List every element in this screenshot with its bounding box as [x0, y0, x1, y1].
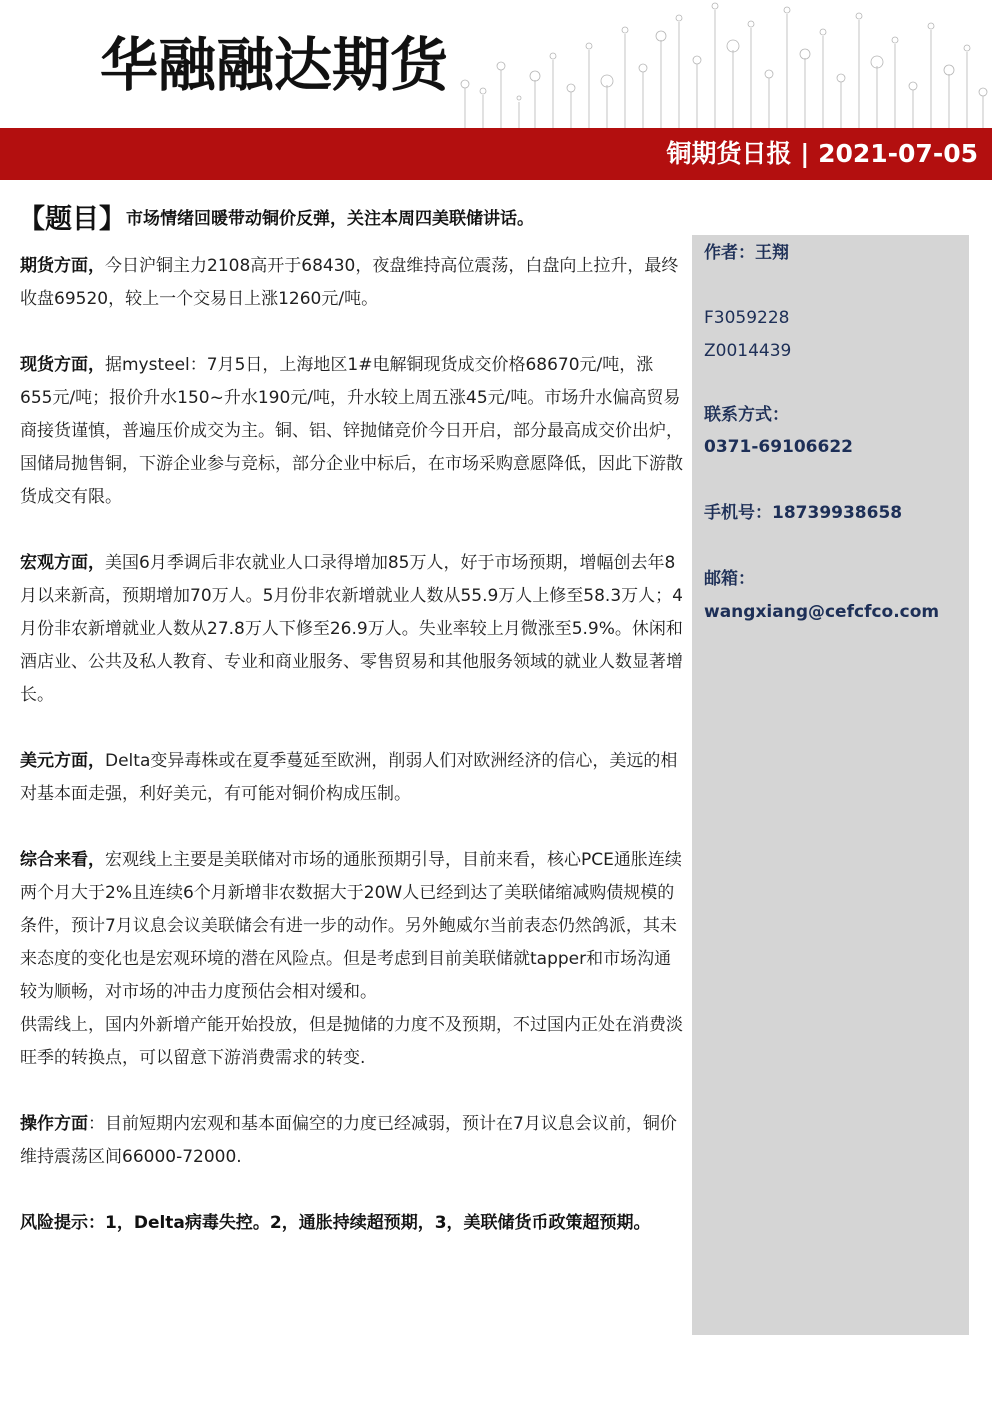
- risk-warning: 风险提示：1，Delta病毒失控。2，通胀持续超预期，3，美联储货币政策超预期。: [20, 1213, 651, 1233]
- author-sidebar: [692, 235, 969, 1335]
- section-usd: [20, 745, 684, 811]
- headline: [18, 197, 534, 236]
- section-label: 宏观方面，: [20, 553, 105, 573]
- section-text: 美国6月季调后非农就业人口录得增加85万人，好于市场预期，增幅创去年8月以来新高，预期增加70万人。5月份非农新增就业人数从55.9万人上修至58.3万人；4月份非农新增就业人数从27.8万人下修至26.9万人。失业率较上月微涨至5.9%。休闲和酒店业、公共及私人教育、专业和商业服务、零售贸易和其他服务领域的就业人数显著增长。: [20, 553, 683, 705]
- section-futures: [20, 250, 684, 316]
- section-spot: [20, 349, 684, 514]
- contact-phone: 0371-69106622: [704, 437, 853, 457]
- report-header-bar: [0, 128, 992, 180]
- certificate-number-1: F3059228: [704, 308, 790, 328]
- section-macro: [20, 547, 684, 712]
- company-logo-text: 华融融达期货: [100, 31, 449, 99]
- report-title: 铜期货日报 | 2021-07-05: [666, 139, 978, 168]
- section-text: 据mysteel：7月5日，上海地区1#电解铜现货成交价格68670元/吨，涨655元/吨；报价升水150~升水190元/吨，升水较上周五涨45元/吨。市场升水偏高贸易商接货谨慎，普遍压价成交为主。铜、铝、锌抛储竞价今日开启，部分最高成交价出炉，国储局抛售铜，下游企业参与竞标，部分企业中标后，在市场采购意愿降低，因此下游散货成交有限。: [20, 355, 683, 507]
- section-summary: [20, 844, 684, 1009]
- author-name: 作者：王翔: [704, 243, 789, 263]
- section-label: 美元方面，: [20, 751, 105, 771]
- section-label: 综合来看，: [20, 850, 105, 870]
- section-label: 期货方面，: [20, 256, 105, 276]
- section-label: 操作方面: [20, 1114, 88, 1134]
- email-address[interactable]: wangxiang@cefcfco.com: [704, 602, 940, 622]
- certificate-number-2: Z0014439: [704, 341, 792, 361]
- section-text: ：目前短期内宏观和基本面偏空的力度已经减弱，预计在7月议息会议前，铜价维持震荡区间66000-72000.: [20, 1114, 677, 1167]
- report-body: [20, 250, 684, 1240]
- section-text: 宏观线上主要是美联储对市场的通胀预期引导，目前来看，核心PCE通胀连续两个月大于2%且连续6个月新增非农数据大于20W人已经到达了美联储缩减购债规模的条件，预计7月议息会议美联储会有进一步的动作。另外鲍威尔当前表态仍然鸽派，其未来态度的变化也是宏观环境的潜在风险点。但是考虑到目前美联储就tapper和市场沟通较为顺畅，对市场的冲击力度预估会相对缓和。: [20, 850, 682, 1002]
- section-text: Delta变异毒株或在夏季蔓延至欧洲，削弱人们对欧洲经济的信心，美远的相对基本面走强，利好美元，有可能对铜价构成压制。: [20, 751, 678, 804]
- section-label: 现货方面，: [20, 355, 105, 375]
- headline-label: 【题目】: [18, 204, 126, 235]
- section-operation: [20, 1108, 684, 1174]
- contact-label: 联系方式：: [704, 405, 789, 425]
- section-text: 今日沪铜主力2108高开于68430，夜盘维持高位震荡，白盘向上拉升，最终收盘69520，较上一个交易日上涨1260元/吨。: [20, 256, 679, 309]
- decorative-pattern: [455, 0, 992, 128]
- email-label: 邮箱：: [704, 569, 755, 589]
- section-supply-demand: [20, 1009, 684, 1075]
- section-text: 供需线上，国内外新增产能开始投放，但是抛储的力度不及预期，不过国内正处在消费淡旺季的转换点，可以留意下游消费需求的转变.: [20, 1015, 683, 1068]
- mobile-number: 手机号：18739938658: [704, 503, 903, 523]
- headline-title: 市场情绪回暖带动铜价反弹，关注本周四美联储讲话。: [126, 209, 534, 229]
